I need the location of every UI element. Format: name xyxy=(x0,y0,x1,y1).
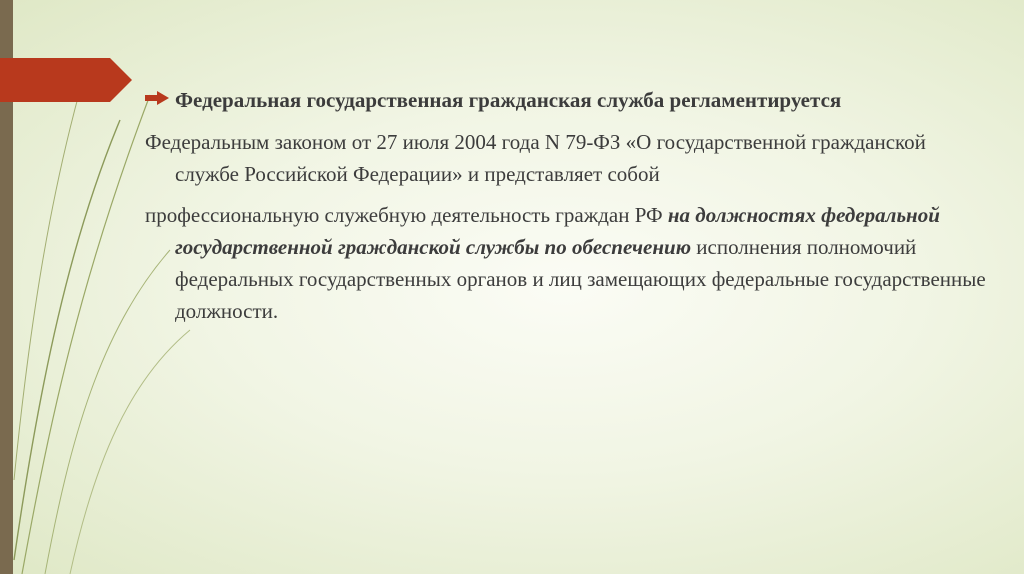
accent-arrow-icon xyxy=(0,58,140,102)
paragraph-1-text: Федеральным законом от 27 июля 2004 года N 79-ФЗ «О государственной гражданской службе Российской Федерации» и представляет собой xyxy=(145,130,926,186)
paragraph-2-end: исполнения полномочий федеральных государственных органов и лиц замещающих федеральные государственные должности. xyxy=(175,235,986,323)
arrow-bullet-icon xyxy=(145,91,169,105)
accent-arrow-icon xyxy=(0,0,140,44)
paragraph-1 xyxy=(145,126,995,190)
heading-bullet xyxy=(145,84,995,116)
slide-content xyxy=(145,84,995,327)
paragraph-2 xyxy=(145,199,995,327)
paragraph-2-emphasis: на должностях федеральной государственной гражданской службы по обеспечению xyxy=(175,203,940,259)
heading-text: Федеральная государственная гражданская служба регламентируется xyxy=(175,88,842,112)
paragraph-2-start: профессиональную служебную деятельность граждан РФ xyxy=(145,203,668,227)
